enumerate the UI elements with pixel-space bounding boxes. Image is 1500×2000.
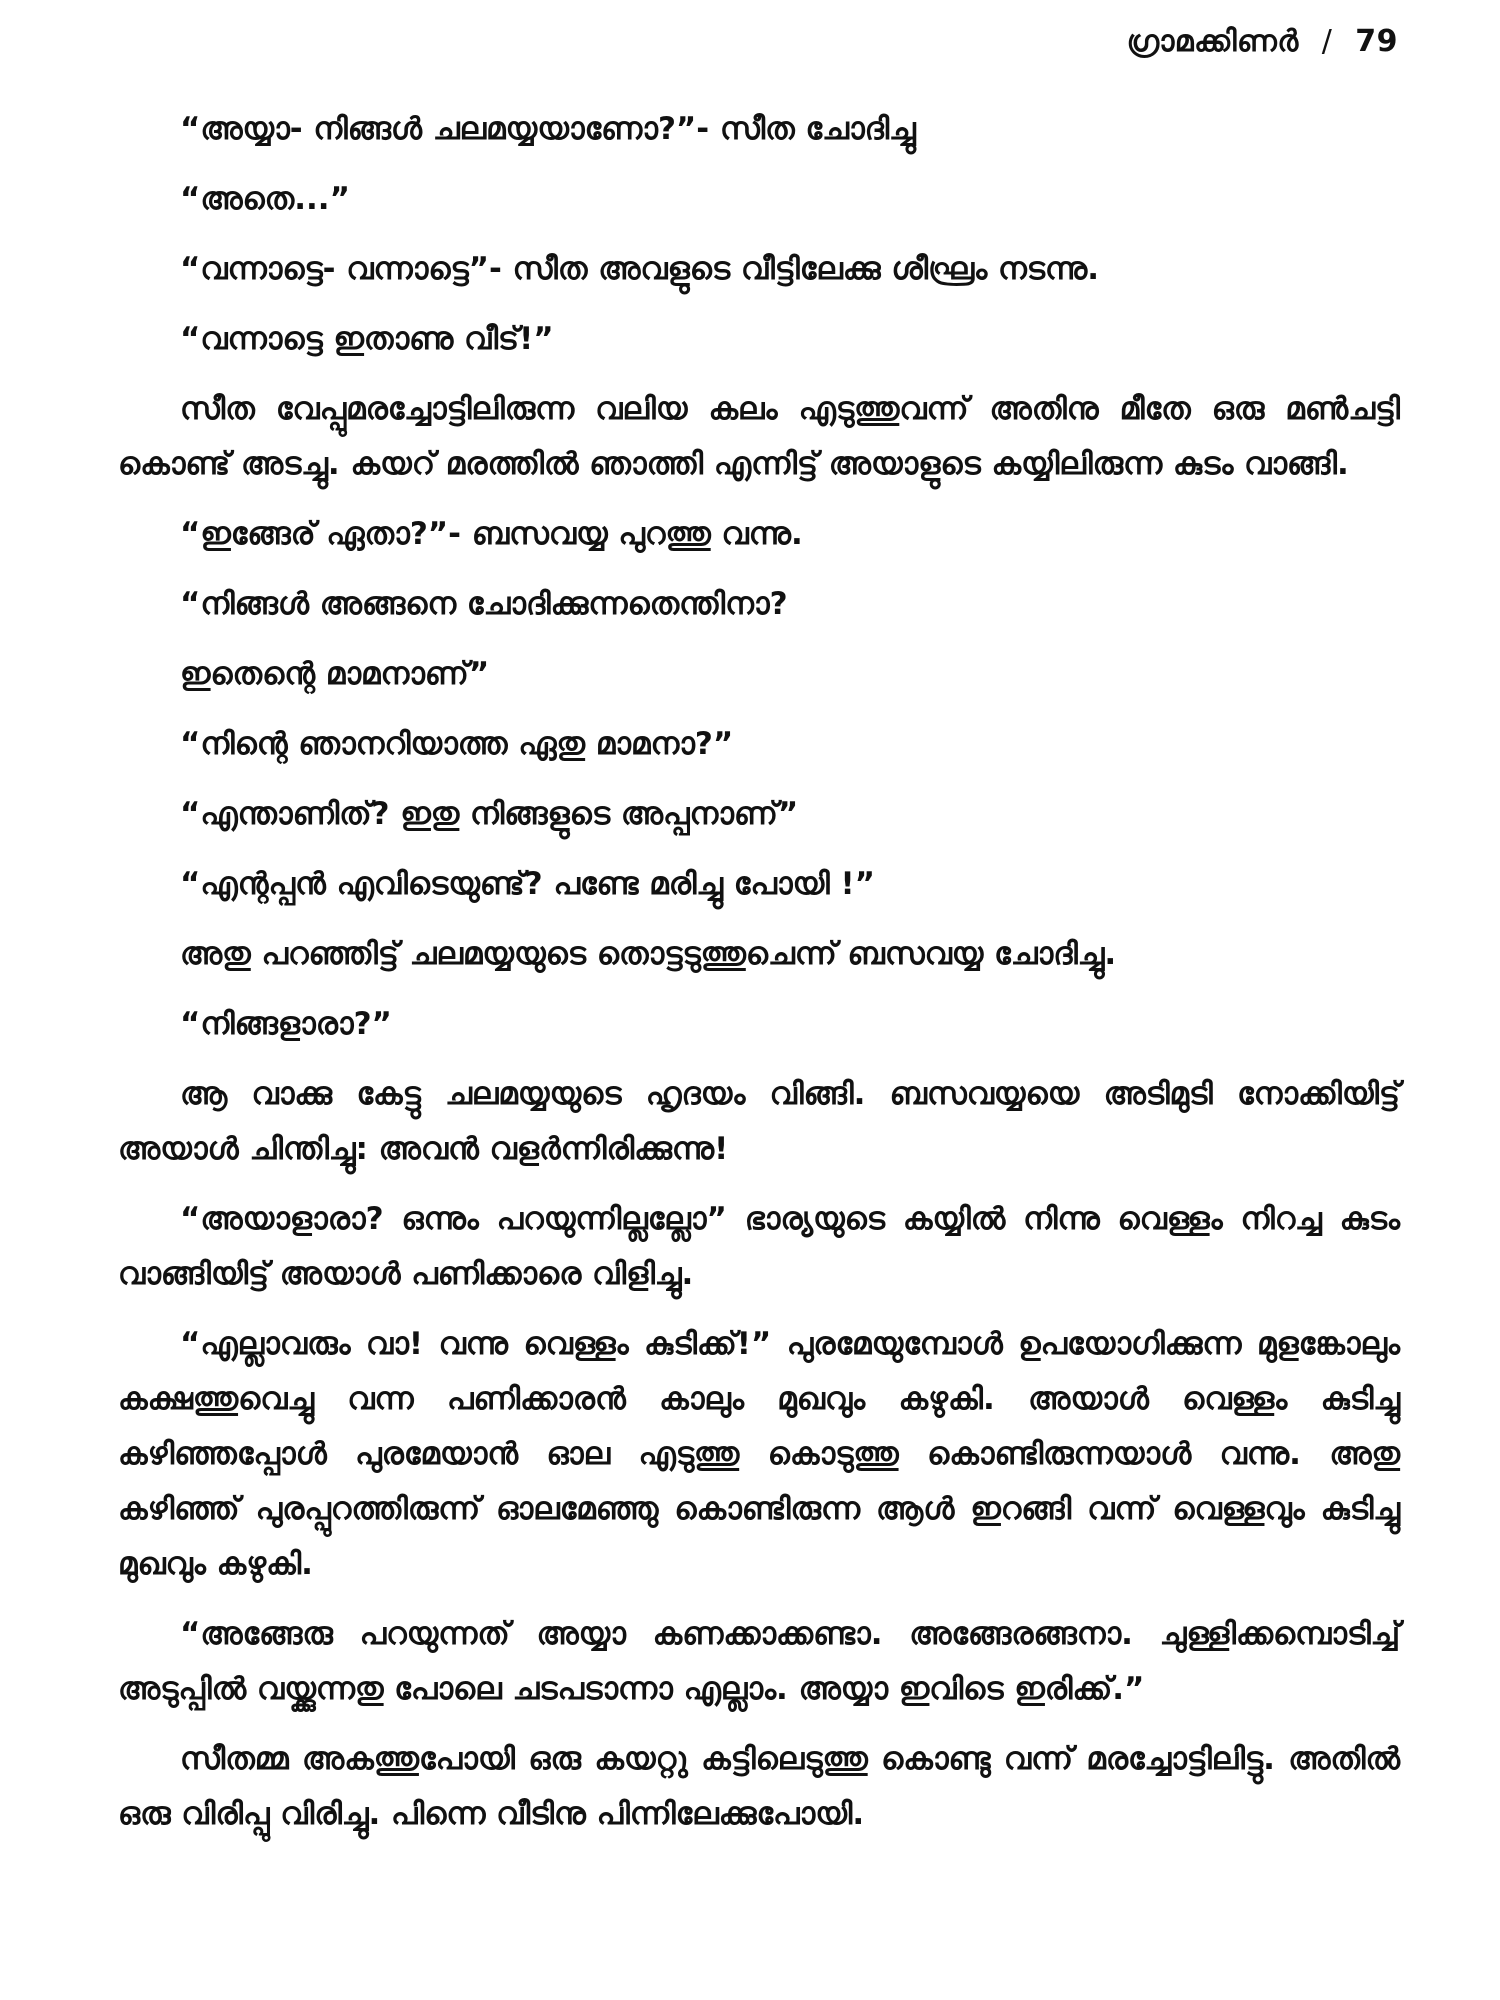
body-text <box>118 102 1400 1857</box>
paragraph-8: ഇതെന്റെ മാമനാണ്” <box>180 656 490 692</box>
paragraph-11: “എന്റപ്പൻ എവിടെയുണ്ട്? പണ്ടേ മരിച്ചു പോയി !” <box>180 866 875 902</box>
paragraph-17: “അങ്ങേരു പറയുന്നത് അയ്യാ കണക്കാക്കണ്ടാ. അങ്ങേരങ്ങനാ. ചുള്ളിക്കമ്പൊടിച്ച് അടുപ്പിൽ വയ്ക്കുന്നതു പോലെ ചടപടാന്നാ എല്ലാം. അയ്യാ ഇവിടെ ഇരിക്ക്.” <box>118 1616 1400 1707</box>
header-separator: / <box>1321 24 1333 59</box>
paragraph-15: “അയാളാരാ? ഒന്നും പറയുന്നില്ലല്ലോ” ഭാര്യയുടെ കയ്യിൽ നിന്നു വെള്ളം നിറച്ച കുടം വാങ്ങിയിട്ട് അയാൾ പണിക്കാരെ വിളിച്ചു. <box>118 1201 1400 1292</box>
page-number: 79 <box>1355 24 1398 59</box>
paragraph-12: അതു പറഞ്ഞിട്ട് ചലമയ്യയുടെ തൊട്ടടുത്തുചെന്ന് ബസവയ്യ ചോദിച്ചു. <box>180 936 1117 972</box>
paragraph-16: “എല്ലാവരും വാ! വന്നു വെള്ളം കുടിക്ക്!” പുരമേയുമ്പോൾ ഉപയോഗിക്കുന്ന മുളങ്കോലും കക്ഷത്തുവെച്ചു വന്ന പണിക്കാരൻ കാലും മുഖവും കഴുകി. അയാൾ വെള്ളം കുടിച്ചു കഴിഞ്ഞപ്പോൾ പുരമേയാൻ ഓല എടുത്തു കൊടുത്തു കൊണ്ടിരുന്നയാൾ വന്നു. അതു കഴിഞ്ഞ് പുരപ്പുറത്തിരുന്ന് ഓലമേഞ്ഞു കൊണ്ടിരുന്ന ആൾ ഇറങ്ങി വന്ന് വെള്ളവും കുടിച്ചു മുഖവും കഴുകി. <box>118 1326 1400 1582</box>
paragraph-5: സീത വേപ്പുമരച്ചോട്ടിലിരുന്ന വലിയ കലം എടുത്തുവന്ന് അതിനു മീതേ ഒരു മൺചട്ടി കൊണ്ട് അടച്ചു. കയറ് മരത്തിൽ ഞാത്തി എന്നിട്ട് അയാളുടെ കയ്യിലിരുന്ന കുടം വാങ്ങി. <box>118 391 1400 482</box>
paragraph-6: “ഇങ്ങേര് ഏതാ?”- ബസവയ്യ പുറത്തു വന്നു. <box>180 516 803 552</box>
paragraph-1: “അയ്യാ- നിങ്ങൾ ചലമയ്യയാണോ?”- സീത ചോദിച്ചു <box>180 111 916 147</box>
paragraph-18: സീതമ്മ അകത്തുപോയി ഒരു കയറ്റു കട്ടിലെടുത്തു കൊണ്ടു വന്ന് മരച്ചോട്ടിലിട്ടു. അതിൽ ഒരു വിരിപ്പു വിരിച്ചു. പിന്നെ വീടിനു പിന്നിലേക്കുപോയി. <box>118 1741 1400 1832</box>
paragraph-10: “എന്താണിത്? ഇതു നിങ്ങളുടെ അപ്പനാണ്” <box>180 796 799 832</box>
paragraph-14: ആ വാക്കു കേട്ടു ചലമയ്യയുടെ ഹൃദയം വിങ്ങി. ബസവയ്യയെ അടിമുടി നോക്കിയിട്ട് അയാൾ ചിന്തിച്ചു: അവൻ വളർന്നിരിക്കുന്നു! <box>118 1076 1400 1167</box>
paragraph-13: “നിങ്ങളാരാ?” <box>180 1006 392 1042</box>
paragraph-3: “വന്നാട്ടെ- വന്നാട്ടെ”- സീത അവളുടെ വീട്ടിലേക്കു ശീഘ്രം നടന്നു. <box>180 251 1100 287</box>
paragraph-2: “അതെ...” <box>180 181 350 217</box>
running-header <box>1127 24 1398 59</box>
paragraph-9: “നിന്റെ ഞാനറിയാത്ത ഏതു മാമനാ?” <box>180 726 734 762</box>
paragraph-4: “വന്നാട്ടെ ഇതാണു വീട്!” <box>180 321 554 357</box>
paragraph-7: “നിങ്ങൾ അങ്ങനെ ചോദിക്കുന്നതെന്തിനാ? <box>180 586 788 622</box>
book-title: ഗ്രാമക്കിണർ <box>1126 24 1299 59</box>
